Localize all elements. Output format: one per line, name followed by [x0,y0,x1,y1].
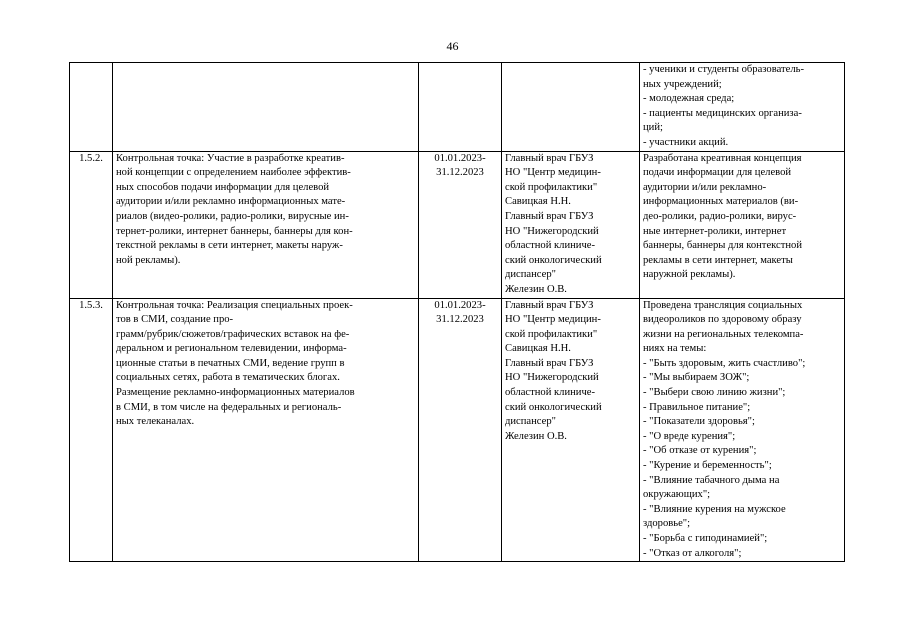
description-cell [113,298,419,562]
text-line: - "О вреде курения"; [643,430,736,442]
row-number-cell: 1.5.2. [70,151,113,298]
text-line: ные интернет-ролики, интернет [643,225,787,237]
text-line: подачи информации для целевой [643,167,792,179]
text-line: Савицкая Н.Н. [505,196,571,208]
text-line: Контрольная точка: Реализация специальных проек- [116,299,353,311]
text-line: здоровье"; [643,518,691,530]
text-line: НО "Центр медицин- [505,314,601,326]
text-line: - "Курение и беременность"; [643,460,772,472]
row-number-cell: 1.5.3. [70,298,113,562]
result-cell [640,298,845,562]
date-cell [419,63,502,152]
row-number-cell [70,63,113,152]
text-line: Главный врач ГБУЗ [505,152,594,164]
text-line: Размещение рекламно-информационных материалов [116,387,355,399]
text-line: 01.01.2023- [434,299,486,311]
text-line: - "Быть здоровым, жить счастливо"; [643,357,806,369]
text-line: риалов (видео-ролики, радио-ролики, вирусные ин- [116,210,349,222]
text-line: ций; [643,122,663,134]
text-line: - участники акций. [643,136,729,148]
text-line: - "Борьба с гиподинамией"; [643,533,768,544]
text-line: НО "Центр медицин- [505,167,601,179]
text-line: аудитории и/или рекламно- [643,181,767,193]
text-line: - "Влияние табачного дыма на [643,474,780,486]
text-line: Контрольная точка: Участие в разработке креатив- [116,152,345,164]
text-line: наружной рекламы). [643,269,736,281]
text-line: Савицкая Н.Н. [505,343,571,355]
text-line: ский онкологический [505,401,602,413]
text-line: Главный врач ГБУЗ [505,210,594,222]
text-line: - "Показатели здоровья"; [643,416,755,428]
text-line: баннеры, баннеры для контекстной [643,240,802,252]
text-line: областной клиниче- [505,240,596,252]
text-line: 31.12.2023 [436,314,484,326]
text-line: НО "Нижегородский [505,372,599,384]
text-line: Главный врач ГБУЗ [505,357,594,369]
text-line: диспансер" [505,269,556,281]
text-line: Железин О.В. [505,283,567,295]
text-line: 01.01.2023- [434,152,486,164]
text-line: рекламы в сети интернет, макеты [643,254,793,266]
description-cell [113,63,419,152]
text-line: ской профилактики" [505,328,598,340]
text-line: тов в СМИ, создание про- [116,314,234,326]
text-line: - "Об отказе от курения"; [643,445,757,457]
text-line: тернет-ролики, интернет баннеры, баннеры для кон- [116,225,353,237]
text-line: ской профилактики" [505,181,598,193]
responsible-cell [502,151,640,298]
text-line: - "Влияние курения на мужское [643,503,786,515]
text-line: текстной рекламы в сети интернет, макеты наруж- [116,240,343,252]
text-line: окружающих"; [643,489,711,501]
date-cell [419,298,502,562]
text-line: деральном и региональном телевидении, информа- [116,343,347,355]
text-line: диспансер" [505,416,556,428]
text-line: - "Выбери свою линию жизни"; [643,387,786,399]
text-line: ной рекламы). [116,254,181,266]
text-line: информационных материалов (ви- [643,196,799,208]
text-line: областной клиниче- [505,387,596,399]
text-line: 31.12.2023 [436,167,484,179]
responsible-cell [502,298,640,562]
text-line: ниях на темы: [643,343,707,355]
responsible-cell [502,63,640,152]
text-line: Разработана креативная концепция [643,152,802,164]
date-cell [419,151,502,298]
result-cell [640,63,845,152]
text-line: - "Отказ от алкоголя"; [643,547,742,559]
text-line: - "Мы выбираем ЗОЖ"; [643,372,750,384]
text-line: ной концепции с определением наиболее эффектив- [116,167,351,179]
text-line: жизни на региональных телекомпа- [643,328,804,340]
text-line: аудитории и/или рекламно информационных мате- [116,196,346,208]
page-number: 46 [446,39,459,53]
text-line: ных учреждений; [643,78,722,90]
text-line: део-ролики, радио-ролики, вирус- [643,210,797,222]
text-line: в СМИ, в том числе на федеральных и региональ- [116,401,342,413]
text-line: - молодежная среда; [643,93,735,105]
text-line: ционные статьи в печатных СМИ, ведение групп в [116,357,345,369]
text-line: социальных сетях, работа в тематических блогах. [116,372,340,384]
result-cell [640,151,845,298]
table-row [70,151,845,298]
text-line: НО "Нижегородский [505,225,599,237]
text-line: - ученики и студенты образователь- [643,64,804,75]
text-line: - Правильное питание"; [643,401,751,413]
text-line: Проведена трансляция социальных [643,299,803,311]
text-line: Главный врач ГБУЗ [505,299,594,311]
text-line: ский онкологический [505,254,602,266]
text-line: ных способов подачи информации для целевой [116,181,330,193]
text-line: ных телеканалах. [116,416,195,428]
activity-table [69,62,845,562]
table-row [70,298,845,562]
text-line: грамм/рубрик/сюжетов/графических вставок на фе- [116,328,350,340]
text-line: видеороликов по здоровому образу [643,314,802,326]
description-cell [113,151,419,298]
text-line: Железин О.В. [505,430,567,442]
table-row [70,63,845,152]
text-line: - пациенты медицинских организа- [643,107,802,119]
